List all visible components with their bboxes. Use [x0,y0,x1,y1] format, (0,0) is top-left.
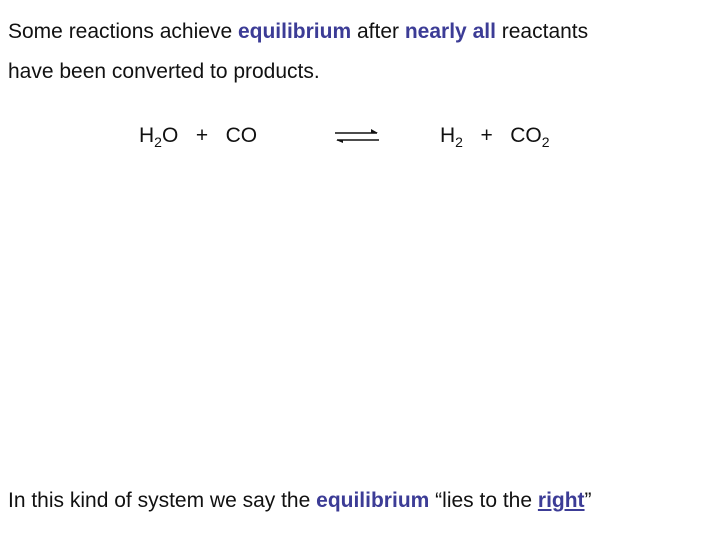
intro-line-2: have been converted to products. [8,60,320,83]
plus-sign-right: + [480,124,493,147]
intro-text-1: Some reactions achieve [8,20,238,43]
product-co-sub: 2 [541,134,550,150]
equation-reactants [139,118,257,154]
product-co: CO [510,124,542,147]
reactant-water-o: O [161,124,179,147]
conclusion-text-3: ” [584,489,592,512]
product-h-sub: 2 [455,134,463,150]
intro-text-2: after [351,20,405,43]
highlight-equilibrium: equilibrium [237,20,352,43]
plus-sign-left: + [195,124,209,147]
conclusion-line [8,481,592,521]
intro-line-1 [8,12,588,52]
equation-products [440,118,550,154]
highlight-nearly-all: nearly all [404,20,496,43]
reactant-co: CO [225,124,258,147]
highlight-right: right [537,489,585,512]
product-h: H [440,124,456,147]
reactant-water-sub: 2 [154,134,162,150]
intro-text-3: reactants [495,20,589,43]
reactant-water-h: H [139,124,155,147]
equilibrium-arrow-icon [333,126,381,146]
conclusion-text-2: “lies to the [429,489,538,512]
conclusion-text-1: In this kind of system we say the [8,489,317,512]
highlight-equilibrium-2: equilibrium [316,489,430,512]
